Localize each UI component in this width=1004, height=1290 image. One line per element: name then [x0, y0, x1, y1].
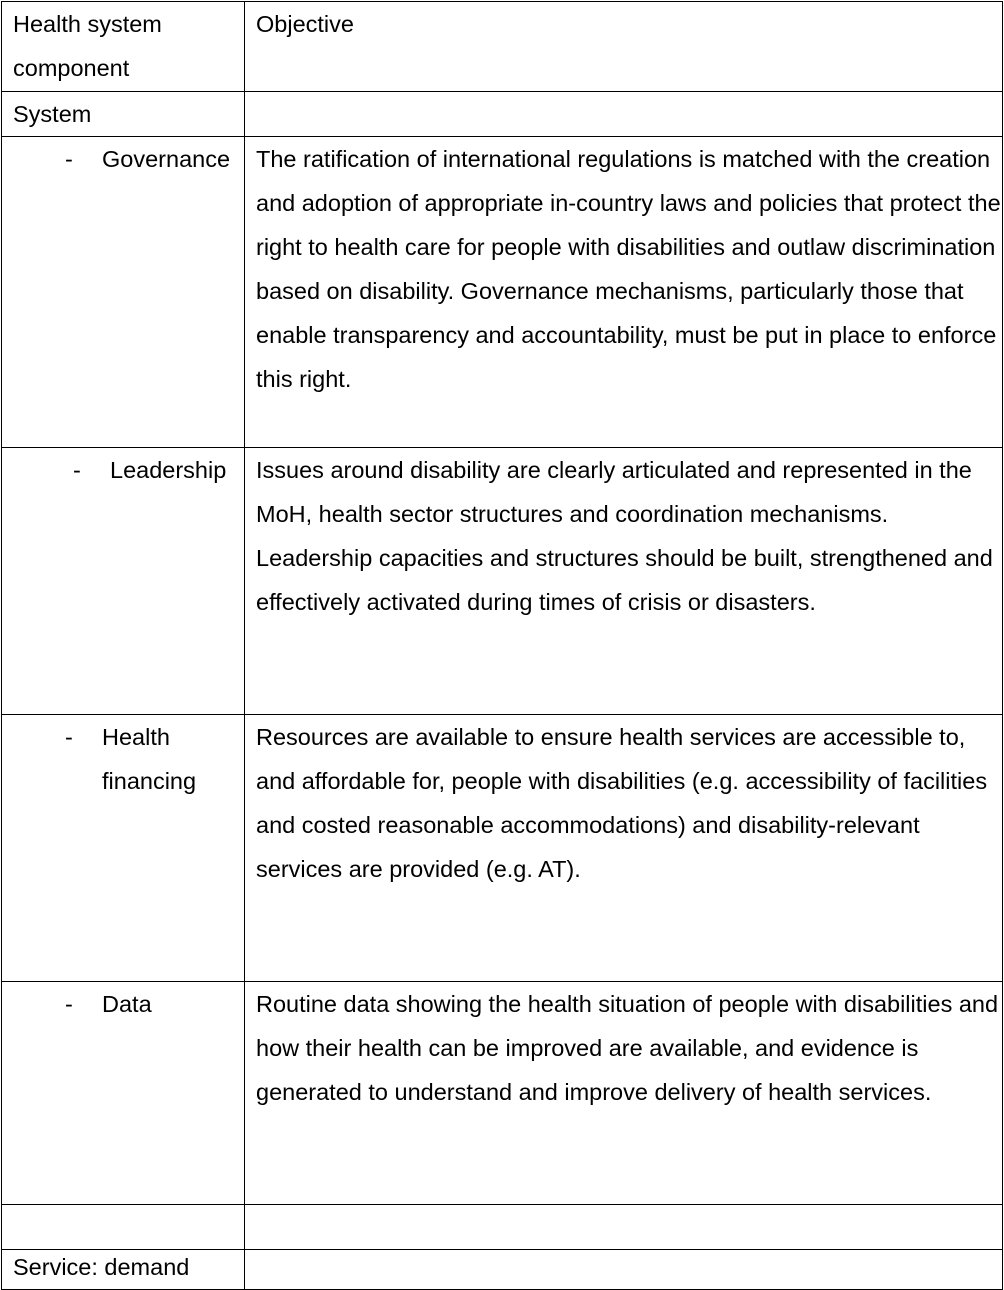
table-row [2, 137, 1003, 448]
bullet-dash: - [65, 146, 73, 172]
component-label: Leadership [110, 457, 227, 483]
header-objective [245, 2, 1003, 92]
bullet-dash: - [65, 724, 73, 750]
health-system-objectives-table [1, 1, 1003, 1290]
component-cell [2, 1250, 245, 1290]
component-label: Data [102, 991, 152, 1017]
objective-cell [245, 715, 1003, 982]
table-row [2, 1250, 1003, 1290]
component-cell [2, 1205, 245, 1250]
component-cell [2, 137, 245, 448]
objective-cell [245, 448, 1003, 715]
objective-cell [245, 982, 1003, 1205]
objective-text: Resources are available to ensure health services are accessible to, and affordable for, people with disabilities (e.g. accessibility of facilities and costed reasonable accommodations) and disability-relevant services are provided (e.g. AT). [256, 724, 988, 882]
objective-cell [245, 92, 1003, 137]
objective-cell [245, 1205, 1003, 1250]
component-cell [2, 982, 245, 1205]
objective-cell [245, 1250, 1003, 1290]
header-objective-label: Objective [256, 11, 354, 37]
component-cell [2, 715, 245, 982]
component-cell [2, 448, 245, 715]
bullet-dash: - [65, 991, 73, 1017]
table-row [2, 715, 1003, 982]
component-cell [2, 92, 245, 137]
table-row [2, 1205, 1003, 1250]
objective-cell [245, 137, 1003, 448]
component-label: System [13, 101, 92, 127]
objective-text: The ratification of international regulations is matched with the creation and adoption of appropriate in-country laws and policies that protect the right to health care for people with disabilities and outlaw discrimination based on disability. Governance mechanisms, particularly those that enable transparency and accountability, must be put in place to enforce this right. [256, 146, 1001, 392]
table-row [2, 448, 1003, 715]
component-label: Service: demand [13, 1254, 190, 1280]
component-label: Governance [102, 146, 231, 172]
component-label: Health financing [102, 724, 197, 794]
header-component [2, 2, 245, 92]
objective-text: Issues around disability are clearly articulated and represented in the MoH, health sector structures and coordination mechanisms. Leadership capacities and structures should be built, strengthened and effectively activated during times of crisis or disasters. [256, 457, 993, 615]
table-header-row [2, 2, 1003, 92]
table-row [2, 92, 1003, 137]
objective-text: Routine data showing the health situation of people with disabilities and how their health can be improved are available, and evidence is generated to understand and improve delivery of health services. [256, 991, 999, 1105]
table-row [2, 982, 1003, 1205]
header-component-label: Health system component [13, 11, 162, 81]
bullet-dash: - [73, 457, 81, 483]
